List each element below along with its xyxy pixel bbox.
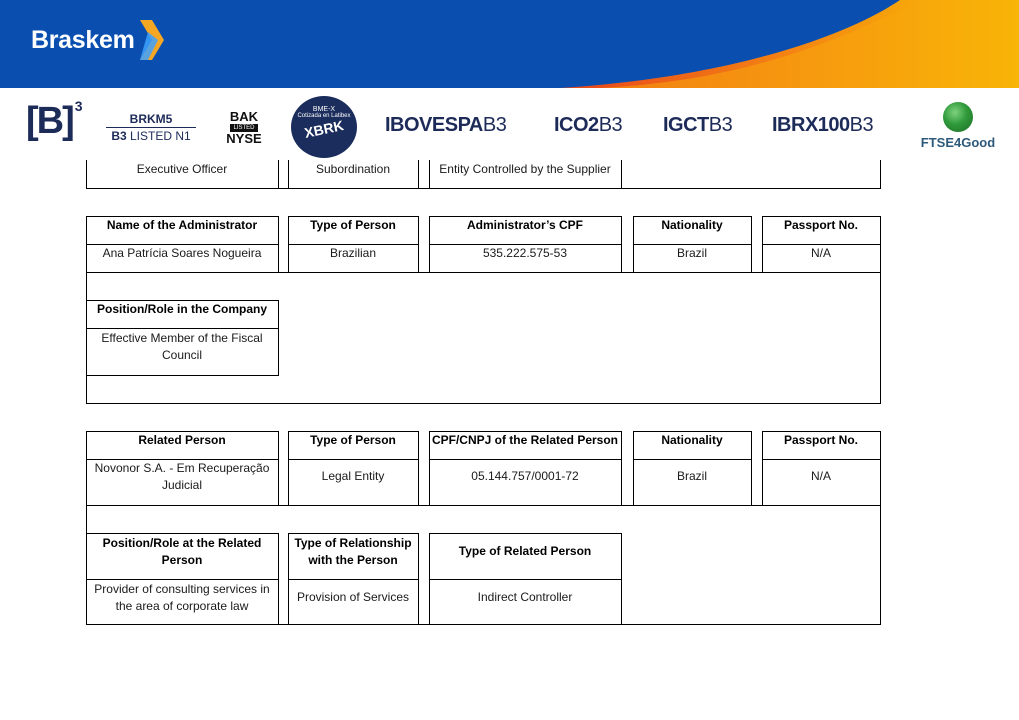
ico2-text: ICO2: [554, 114, 599, 136]
related-subvalue-position: Provider of consulting services in the area of corporate law: [94, 581, 270, 613]
related-value-passport: N/A: [810, 469, 831, 484]
related-value-cnpj: 05.144.757/0001-72: [471, 469, 579, 484]
grid-line: [86, 188, 881, 189]
admin-value-cpf: 535.222.575-53: [482, 246, 568, 261]
related-value-person: Novonor S.A. - Em Recuperação Judicial: [94, 460, 270, 492]
grid-line: [751, 431, 752, 506]
grid-line: [418, 160, 419, 189]
grid-line: [880, 431, 881, 625]
related-value-type: Legal Entity: [321, 469, 385, 484]
brkm5-ticker: BRKM5: [106, 112, 196, 128]
grid-line: [86, 624, 881, 625]
grid-line: [751, 216, 752, 273]
related-subvalue-relationship: Provision of Services: [296, 590, 410, 605]
bak-ticker: BAK: [229, 109, 259, 124]
brand-name: Braskem: [31, 25, 135, 54]
grid-line: [621, 160, 622, 189]
related-header-person: Related Person: [138, 433, 226, 448]
admin-header-nationality: Nationality: [661, 218, 723, 233]
related-value-nationality: Brazil: [676, 469, 707, 484]
bak-listed: LISTED: [230, 124, 258, 132]
xbrk-ticker: XBRK: [302, 117, 346, 141]
grid-line: [86, 375, 278, 376]
ibovespa-b3-suffix: B3: [482, 114, 507, 136]
grid-line: [418, 533, 419, 625]
ibovespa-text: IBOVESPA: [385, 114, 483, 136]
grid-line: [278, 216, 279, 273]
ico2-b3-suffix: B3: [598, 114, 623, 136]
top-cell-relationship: Subordination: [315, 162, 391, 177]
grid-line: [278, 160, 279, 189]
admin-value-name: Ana Patrícia Soares Nogueira: [102, 246, 262, 261]
ftse4good-text: FTSE4Good: [920, 135, 996, 150]
admin-value-passport: N/A: [810, 246, 831, 261]
grid-line: [621, 533, 622, 625]
ibrx100-text: IBRX100: [772, 114, 850, 136]
admin-header-passport: Passport No.: [783, 218, 858, 233]
b3-logo-text: [B]: [26, 100, 73, 142]
related-header-nationality: Nationality: [661, 433, 723, 448]
grid-line: [418, 431, 419, 506]
brkm5-listing-level: LISTED N1: [126, 129, 191, 143]
related-header-type: Type of Person: [310, 433, 396, 448]
top-cell-related-type: Entity Controlled by the Supplier: [439, 162, 611, 177]
bak-exchange: NYSE: [226, 131, 262, 146]
admin-header-cpf: Administrator’s CPF: [466, 218, 583, 233]
grid-line: [621, 216, 622, 273]
admin-position-value: Effective Member of the Fiscal Council: [101, 330, 263, 362]
igct-b3-suffix: B3: [708, 114, 733, 136]
grid-line: [418, 216, 419, 273]
related-subheader-related-type: Type of Related Person: [458, 544, 592, 559]
grid-line: [86, 431, 87, 625]
admin-position-header: Position/Role in the Company: [96, 302, 267, 317]
grid-line: [621, 431, 622, 506]
related-subheader-relationship: Type of Relationship with the Person: [294, 535, 412, 567]
grid-line: [880, 216, 881, 404]
related-subvalue-related-type: Indirect Controller: [477, 590, 573, 605]
xbrk-bmex: BME-X: [312, 106, 336, 113]
grid-line: [278, 300, 279, 376]
grid-line: [278, 533, 279, 625]
related-header-passport: Passport No.: [783, 433, 858, 448]
top-cell-position: Executive Officer: [136, 162, 228, 177]
igct-text: IGCT: [663, 114, 709, 136]
brkm5-listing-b3: B3: [111, 129, 127, 143]
related-subheader-position: Position/Role at the Related Person: [102, 535, 262, 567]
admin-value-type: Brazilian: [329, 246, 377, 261]
related-header-cnpj: CPF/CNPJ of the Related Person: [431, 433, 619, 448]
admin-value-nationality: Brazil: [676, 246, 707, 261]
b3-logo-sup: 3: [74, 98, 81, 115]
ibrx100-b3-suffix: B3: [849, 114, 874, 136]
grid-line: [278, 431, 279, 506]
xbrk-latibex: Cotizada en Latibex: [297, 113, 351, 119]
grid-line: [86, 403, 881, 404]
admin-header-type: Type of Person: [310, 218, 396, 233]
admin-header-name: Name of the Administrator: [106, 218, 258, 233]
grid-line: [880, 160, 881, 189]
